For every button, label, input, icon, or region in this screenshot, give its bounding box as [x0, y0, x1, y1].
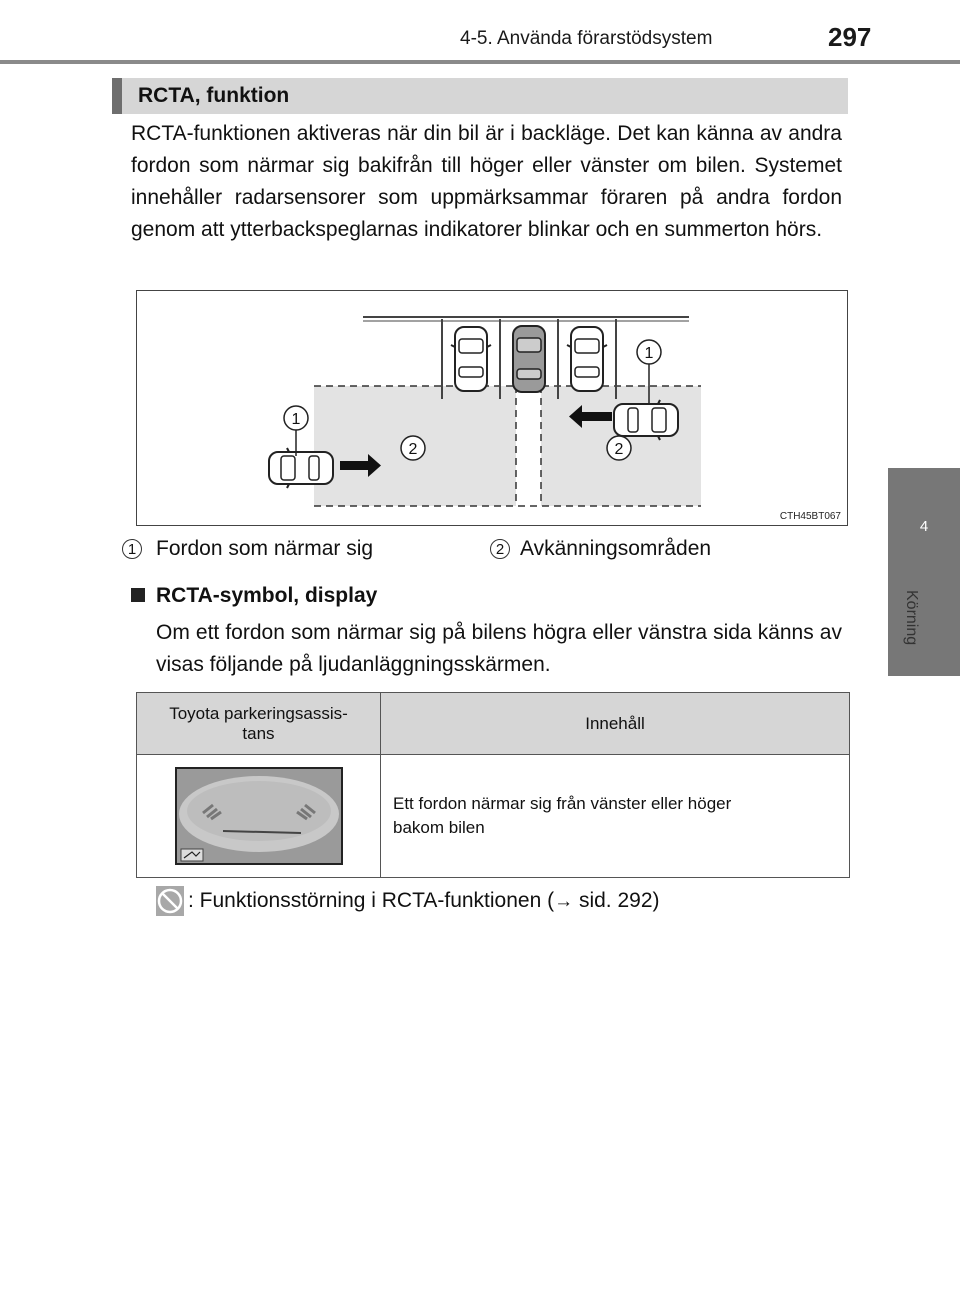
chapter-number: 4: [919, 518, 929, 535]
own-car: [513, 326, 545, 392]
table-row: [137, 755, 850, 878]
callout-1-left: [284, 406, 308, 430]
table-header-row: [137, 693, 850, 755]
legend-number: 1: [122, 539, 142, 559]
arrow-icon: →: [554, 891, 574, 912]
parked-car: [567, 327, 607, 391]
chapter-tab: [888, 468, 960, 676]
approaching-car-right: [614, 400, 678, 440]
legend-text: Avkänningsområden: [520, 537, 712, 560]
header-rule: [0, 60, 960, 64]
malfunction-icon: [156, 886, 184, 916]
section-reference: 4-5. Använda förarstödsystem: [460, 28, 713, 49]
parking-diagram: [137, 291, 847, 525]
table-header-cell: [137, 693, 381, 755]
table-header-line: tans: [242, 723, 275, 743]
figure-code: CTH45BT067: [779, 511, 841, 522]
subsection-line: känns av visas följande på ljudanläggningsskärmen.: [156, 621, 842, 676]
intro-line: RCTA-funktionen aktiveras när din bil är i backläge. Det kan känna av: [131, 122, 782, 145]
note-prefix: : Funktionsstörning i RCTA-funktionen (: [188, 889, 555, 912]
legend-number: 2: [490, 539, 510, 559]
rcta-display-image: [177, 769, 341, 863]
intro-paragraph: [131, 118, 842, 246]
rcta-illustration: [136, 290, 848, 526]
callout-1-right: [637, 340, 661, 364]
subsection-title: RCTA-symbol, display: [156, 584, 378, 607]
svg-text:2: 2: [408, 441, 418, 458]
description-line: bakom bilen: [393, 818, 485, 837]
intro-line: andra fordon genom att ytterbackspeglarnas indikatorer blinkar och: [131, 186, 843, 241]
table-header-cell: Innehåll: [381, 693, 850, 755]
svg-text:1: 1: [291, 411, 301, 428]
subsection-marker: [131, 588, 145, 602]
table-cell-description: [381, 755, 850, 878]
svg-text:1: 1: [644, 345, 654, 362]
approaching-car-left: [269, 448, 333, 488]
intro-line: Systemet innehåller radarsensorer som uppmärksammar föraren på: [131, 154, 842, 209]
subsection-line: Om ett fordon som närmar sig på bilens högra eller vänstra sida: [156, 621, 752, 644]
display-screen: [175, 767, 343, 865]
subsection-paragraph: [156, 617, 842, 681]
table-header-line: Toyota parkeringsassis-: [169, 703, 348, 723]
section-title: RCTA, funktion: [138, 84, 290, 107]
callout-2-right: [607, 436, 631, 460]
legend-text: Fordon som närmar sig: [156, 537, 374, 560]
chapter-label: Körning: [903, 590, 920, 646]
section-heading: [112, 78, 848, 114]
rcta-display-table: [136, 692, 850, 878]
page-number: 297: [828, 22, 872, 52]
parked-car: [451, 327, 491, 391]
page-reference-link[interactable]: sid. 292): [573, 889, 660, 912]
description-line: Ett fordon närmar sig från vänster eller höger: [393, 794, 732, 813]
table-cell-image: [137, 755, 381, 878]
malfunction-note: [188, 889, 660, 913]
intro-line: en summerton hörs.: [635, 218, 823, 241]
callout-2-left: [401, 436, 425, 460]
intro-line: andra fordon som närmar sig bakifrån till höger eller vänster om bilen.: [131, 122, 842, 177]
svg-text:2: 2: [614, 441, 624, 458]
